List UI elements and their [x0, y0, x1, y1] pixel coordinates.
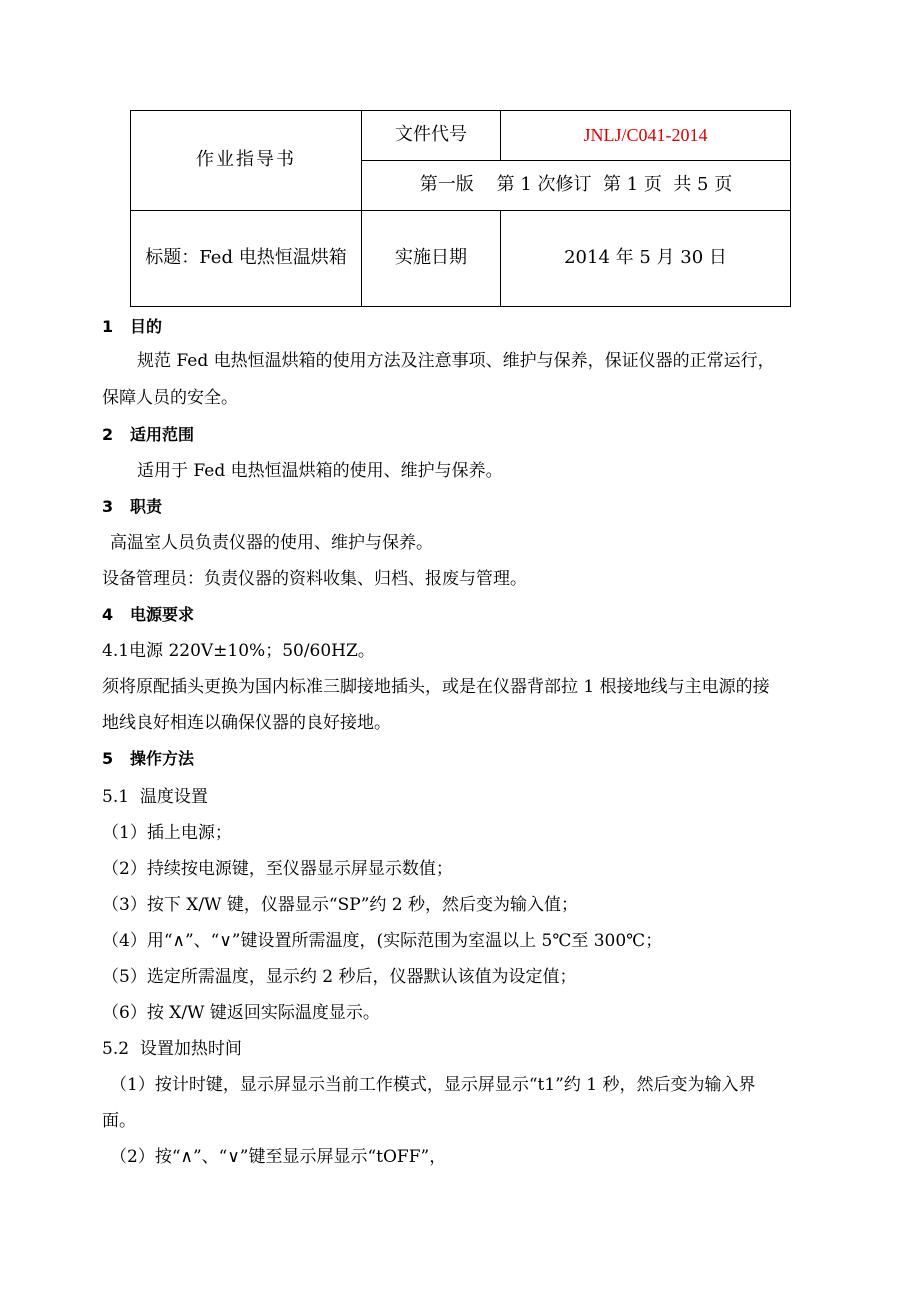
section-2-heading: 2 适用范围	[102, 425, 195, 444]
section-5-heading: 5 操作方法	[102, 749, 195, 768]
section-5-1-item-3: （3）按下 X/W 键，仪器显示“SP”约 2 秒，然后变为输入值；	[102, 895, 579, 915]
date-label: 实施日期	[362, 211, 501, 307]
section-5-1-item-1: （1）插上电源；	[102, 823, 232, 843]
section-5-2-item-2: （2）按“∧”、“∨”键至显示屏显示“tOFF”，	[110, 1147, 447, 1167]
edition-info: 第一版 第 1 次修订 第 1 页 共 5 页	[362, 161, 791, 211]
subject-title: 标题：Fed 电热恒温烘箱	[131, 211, 362, 307]
section-5-1-heading: 5.1 温度设置	[102, 787, 208, 807]
section-5-1-item-4: （4）用“∧”、“∨”键设置所需温度，(实际范围为室温以上 5℃至 300℃；	[102, 931, 663, 951]
date-value: 2014 年 5 月 30 日	[501, 211, 791, 307]
section-4-paragraph-line-3: 地线良好相连以确保仪器的良好接地。	[102, 713, 391, 733]
section-4-paragraph-line-2: 须将原配插头更换为国内标准三脚接地插头，或是在仪器背部拉 1 根接地线与主电源的接	[102, 677, 770, 697]
section-1-paragraph-line-2: 保障人员的安全。	[102, 388, 238, 408]
doc-title: 作业指导书	[131, 111, 362, 211]
section-5-2-item-1-line-1: （1）按计时键，显示屏显示当前工作模式，显示屏显示“t1”约 1 秒，然后变为输入界	[110, 1075, 756, 1095]
section-2-paragraph: 适用于 Fed 电热恒温烘箱的使用、维护与保养。	[137, 461, 503, 481]
section-5-2-item-1-line-2: 面。	[102, 1111, 136, 1131]
section-1-paragraph-line-1: 规范 Fed 电热恒温烘箱的使用方法及注意事项、维护与保养，保证仪器的正常运行，	[137, 351, 775, 371]
section-5-2-heading: 5.2 设置加热时间	[102, 1039, 242, 1059]
section-4-heading: 4 电源要求	[102, 605, 195, 624]
section-5-1-item-5: （5）选定所需温度，显示约 2 秒后，仪器默认该值为设定值；	[102, 967, 577, 987]
section-3-heading: 3 职责	[102, 497, 163, 516]
section-4-paragraph-line-1: 4.1电源 220V±10%；50/60HZ。	[102, 641, 375, 661]
section-5-1-item-2: （2）持续按电源键，至仪器显示屏显示数值；	[102, 859, 453, 879]
section-3-paragraph-line-1: 高温室人员负责仪器的使用、维护与保养。	[110, 533, 433, 553]
section-1-heading: 1 目的	[102, 317, 163, 336]
section-3-paragraph-line-2: 设备管理员：负责仪器的资料收集、归档、报废与管理。	[102, 569, 527, 589]
code-label: 文件代号	[362, 111, 501, 161]
header-table	[130, 110, 791, 307]
code-value: JNLJ/C041-2014	[501, 111, 791, 161]
section-5-1-item-6: （6）按 X/W 键返回实际温度显示。	[102, 1003, 380, 1023]
